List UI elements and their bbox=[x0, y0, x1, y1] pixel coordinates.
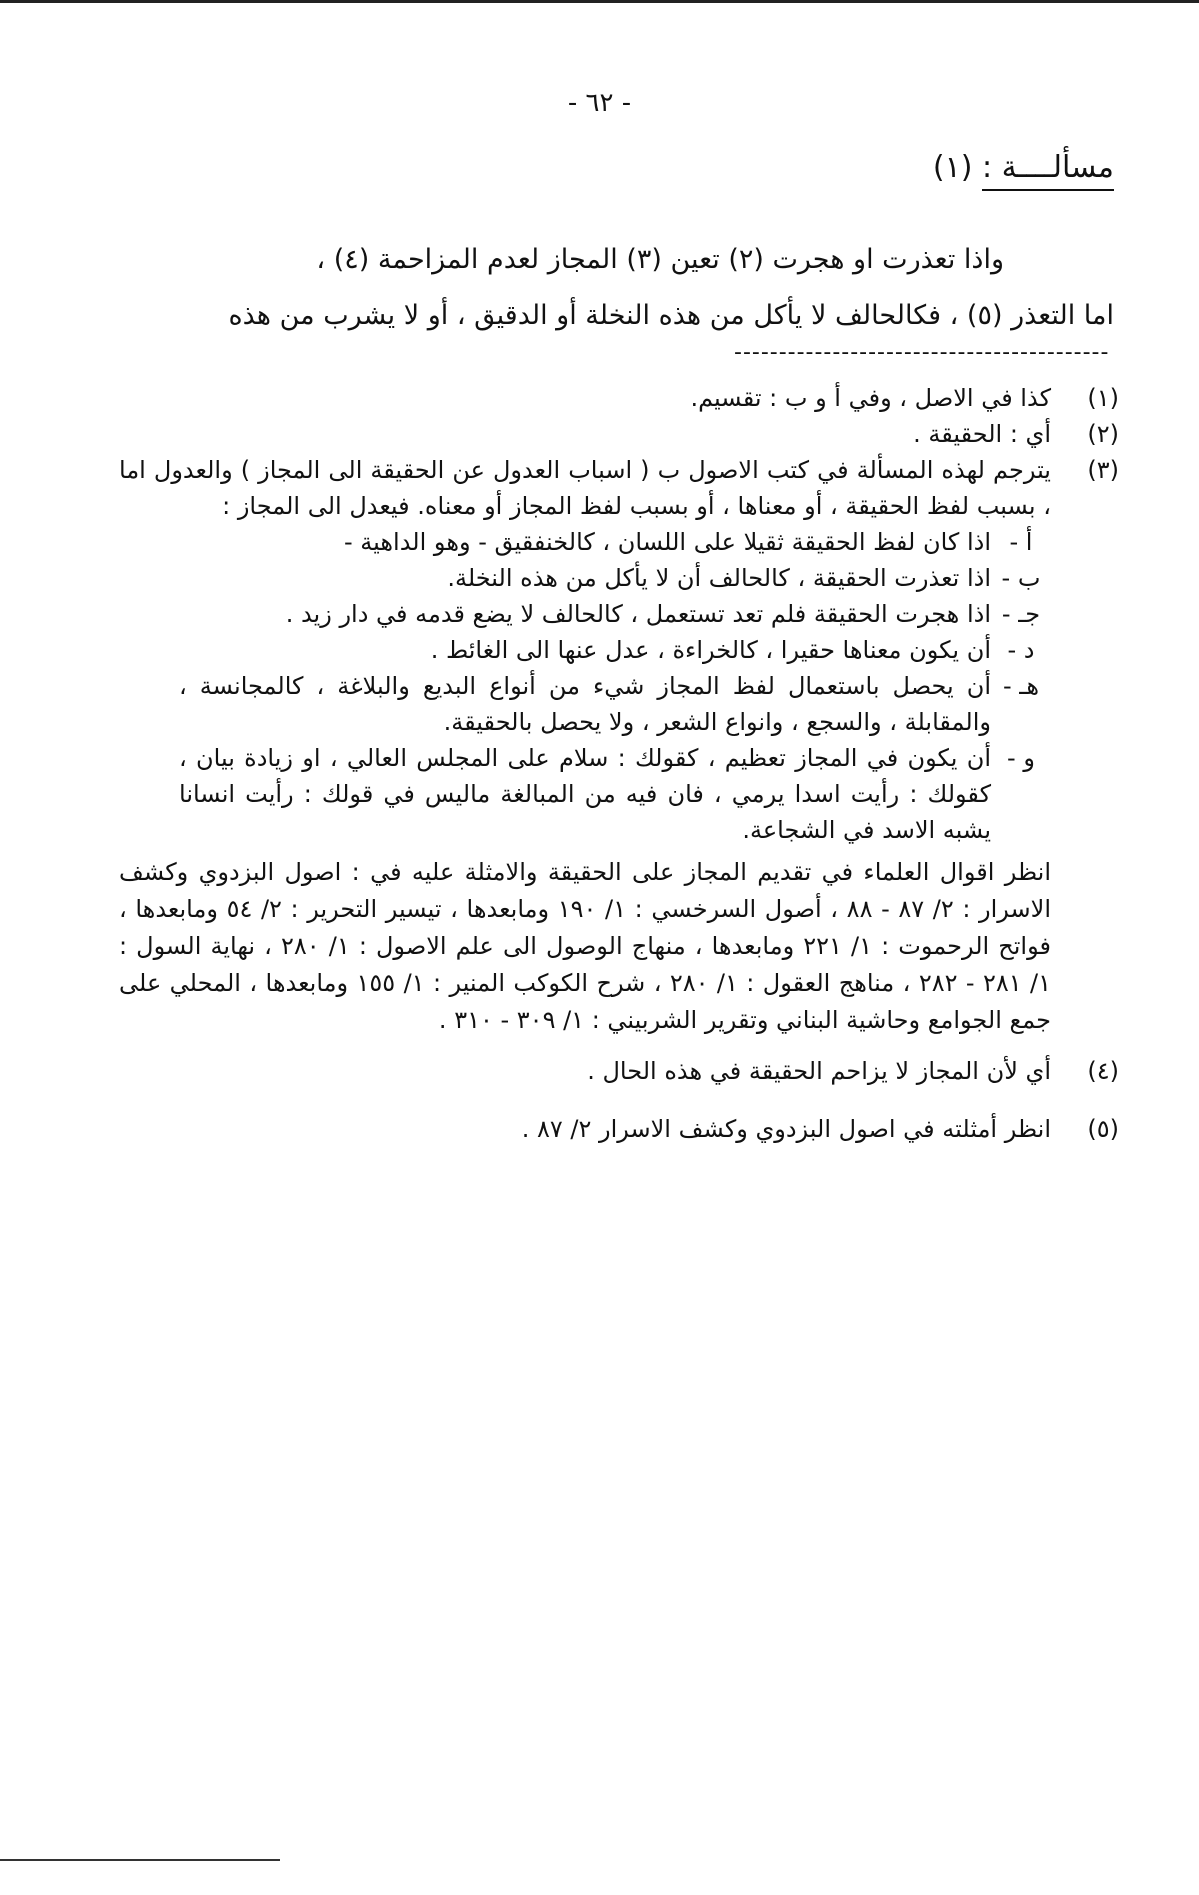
list-item bbox=[119, 668, 1051, 740]
list-item-text: أن يكون في المجاز تعظيم ، كقولك : سلام على المجلس العالي ، او زيادة بيان ، كقولك : رأيت اسدا يرمي ، فان فيه من المبالغة ماليس في قولك : رأيت انسانا يشبه الاسد في الشجاعة. bbox=[179, 744, 991, 844]
footnote-separator: ------------------------------------------ bbox=[734, 340, 1110, 365]
list-item-text: اذا هجرت الحقيقة فلم تعد تستعمل ، كالحالف لا يضع قدمه في دار زيد . bbox=[285, 600, 991, 628]
list-item-text: اذا تعذرت الحقيقة ، كالحالف أن لا يأكل من هذه النخلة. bbox=[447, 564, 991, 592]
list-item-text: أن يحصل باستعمال لفظ المجاز شيء من أنواع البديع والبلاغة ، كالمجانسة ، والمقابلة ، والسجع ، وانواع الشعر ، ولا يحصل بالحقيقة. bbox=[179, 672, 991, 736]
footnote-text: كذا في الاصل ، وفي أ و ب : تقسيم. bbox=[690, 384, 1051, 412]
list-item bbox=[119, 740, 1051, 848]
footnote-3 bbox=[119, 452, 1119, 1039]
list-item bbox=[119, 596, 1051, 632]
footnote-1 bbox=[119, 380, 1119, 416]
list-item-letter: د - bbox=[1007, 636, 1035, 664]
footnote-3-references: انظر اقوال العلماء في تقديم المجاز على الحقيقة والامثلة عليه في : اصول البزدوي وكشف الاسرار : ٢/ ٨٧ - ٨٨ ، أصول السرخسي : ١/ ١٩٠ ومابعدها ، تيسير التحرير : ٢/ ٥٤ ومابعدها ، فواتح الرحموت : ١/ ٢٢١ ومابعدها ، منهاج الوصول الى علم الاصول : ١/ ٢٨٠ ، نهاية السول : ١/ ٢٨١ - ٢٨٢ ، مناهج العقول : ١/ ٢٨٠ ، شرح الكوكب المنير : ١/ ١٥٥ ومابعدها ، المحلي على جمع الجوامع وحاشية البناني وتقرير الشربيني : ١/ ٣٠٩ - ٣١٠ . bbox=[119, 858, 1052, 1034]
list-item-letter: و - bbox=[1007, 744, 1035, 772]
footnote-5 bbox=[119, 1111, 1119, 1147]
footnote-3-intro: يترجم لهذه المسألة في كتب الاصول ب ( اسباب العدول عن الحقيقة الى المجاز ) والعدول اما ، بسبب لفظ الحقيقة ، أو معناها ، أو بسبب لفظ المجاز أو معناه. فيعدل الى المجاز : bbox=[119, 456, 1051, 520]
scan-top-edge bbox=[0, 0, 1199, 3]
main-line-1: واذا تعذرت او هجرت (٢) تعين (٣) المجاز لعدم المزاحمة (٤) ، bbox=[316, 244, 1004, 275]
list-item bbox=[119, 524, 1051, 560]
footnote-text: أي لأن المجاز لا يزاحم الحقيقة في هذه الحال . bbox=[587, 1057, 1051, 1085]
list-item-letter: ب - bbox=[1001, 564, 1041, 592]
footnote-number: (٣) bbox=[1087, 456, 1119, 484]
footnote-number: (١) bbox=[1087, 384, 1119, 412]
list-item-letter: أ - bbox=[1009, 528, 1033, 556]
list-item-text: أن يكون معناها حقيرا ، كالخراءة ، عدل عنها الى الغائط . bbox=[430, 636, 991, 664]
section-heading bbox=[933, 150, 1114, 191]
page-number: - ٦٢ - bbox=[567, 88, 632, 118]
main-body-text bbox=[154, 232, 1114, 344]
heading-title: مسألــــة : bbox=[982, 150, 1114, 191]
list-item-letter: هـ - bbox=[1003, 672, 1039, 700]
footnote-number: (٤) bbox=[1087, 1057, 1119, 1085]
list-item-text: اذا كان لفظ الحقيقة ثقيلا على اللسان ، كالخنفقيق - وهو الداهية - bbox=[343, 528, 991, 556]
footnote-2 bbox=[119, 416, 1119, 452]
scan-bottom-mark bbox=[0, 1859, 280, 1861]
list-item-letter: جـ - bbox=[1001, 600, 1041, 628]
list-item bbox=[119, 560, 1051, 596]
footnote-number: (٢) bbox=[1087, 420, 1119, 448]
footnote-number: (٥) bbox=[1087, 1115, 1119, 1143]
main-line-2: اما التعذر (٥) ، فكالحالف لا يأكل من هذه النخلة أو الدقيق ، أو لا يشرب من هذه bbox=[228, 300, 1114, 331]
footnote-text: انظر أمثلته في اصول البزدوي وكشف الاسرار ٢/ ٨٧ . bbox=[521, 1115, 1051, 1143]
heading-footnote-ref: (١) bbox=[932, 150, 973, 185]
footnotes-section bbox=[119, 380, 1119, 1147]
list-item bbox=[119, 632, 1051, 668]
footnote-4 bbox=[119, 1053, 1119, 1089]
footnote-text: أي : الحقيقة . bbox=[913, 420, 1051, 448]
